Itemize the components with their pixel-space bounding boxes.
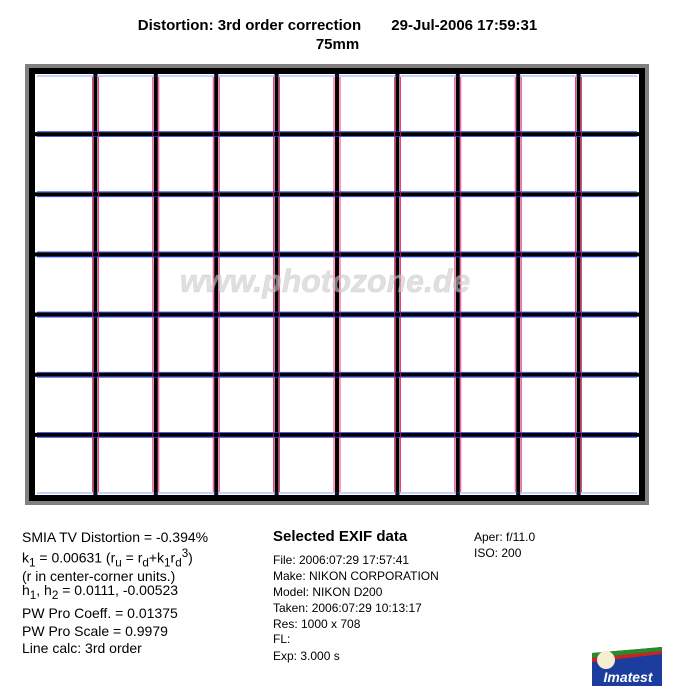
exif-res: Res: 1000 x 708 bbox=[273, 617, 361, 631]
h-separator: , h bbox=[36, 582, 52, 598]
center-corner-note: (r in center-corner units.) bbox=[22, 568, 176, 584]
h-coefficients bbox=[22, 582, 178, 604]
distortion-plot bbox=[25, 64, 649, 505]
equation-close: ) bbox=[188, 549, 193, 566]
h2-subscript: 2 bbox=[51, 588, 59, 602]
vertical-grid-line bbox=[577, 74, 581, 495]
equation-r: r bbox=[170, 549, 176, 566]
rd-subscript: d bbox=[142, 556, 149, 570]
h-values: = 0.0111, -0.00523 bbox=[58, 582, 179, 598]
vertical-grid-line bbox=[93, 74, 97, 495]
line-calc: Line calc: 3rd order bbox=[22, 640, 142, 656]
exif-model: Model: NIKON D200 bbox=[273, 585, 383, 599]
k1-subscript: 1 bbox=[29, 556, 36, 570]
pw-pro-coeff: PW Pro Coeff. = 0.01375 bbox=[22, 605, 178, 621]
horizontal-grid-line bbox=[35, 132, 639, 136]
vertical-grid-line bbox=[154, 74, 158, 495]
exif-aperture: Aper: f/11.0 bbox=[474, 530, 536, 544]
smia-distortion: SMIA TV Distortion = -0.394% bbox=[22, 529, 209, 545]
title-text: Distortion: 3rd order correction bbox=[137, 17, 362, 34]
exif-make: Make: NIKON CORPORATION bbox=[273, 569, 439, 583]
title-focal-length: 75mm bbox=[315, 36, 360, 53]
exif-file: File: 2006:07:29 17:57:41 bbox=[273, 553, 410, 567]
chart-title bbox=[0, 17, 675, 34]
k1-value: = 0.00631 (r bbox=[35, 549, 116, 566]
horizontal-grid-line bbox=[35, 313, 639, 317]
exif-taken: Taken: 2006:07:29 10:13:17 bbox=[273, 601, 422, 615]
horizontal-grid-line bbox=[35, 433, 639, 437]
k-label: k bbox=[22, 549, 29, 566]
exif-exp: Exp: 3.000 s bbox=[273, 649, 340, 663]
imatest-logo bbox=[592, 640, 662, 686]
h1-subscript: 1 bbox=[29, 588, 37, 602]
title-date: 29-Jul-2006 17:59:31 bbox=[391, 17, 538, 34]
horizontal-grid-line bbox=[35, 373, 639, 377]
h-label: h bbox=[22, 582, 30, 598]
pw-pro-scale: PW Pro Scale = 0.9979 bbox=[22, 623, 168, 639]
horizontal-grid-line bbox=[35, 192, 639, 196]
k1-subscript-2: 1 bbox=[164, 556, 171, 570]
logo-text: Imatest bbox=[603, 669, 653, 685]
horizontal-grid-line bbox=[35, 252, 639, 256]
equation-part: = r bbox=[121, 549, 143, 566]
exif-fl: FL: bbox=[273, 632, 291, 646]
equation-plus: +k bbox=[148, 549, 165, 566]
rd-subscript-2: d bbox=[175, 556, 182, 570]
vertical-grid-line bbox=[516, 74, 520, 495]
cube-superscript: 3 bbox=[181, 547, 189, 560]
watermark-text: www.photozone.de bbox=[179, 263, 471, 299]
exif-iso: ISO: 200 bbox=[474, 546, 522, 560]
exif-title: Selected EXIF data bbox=[273, 528, 408, 545]
ru-subscript: u bbox=[115, 556, 122, 570]
